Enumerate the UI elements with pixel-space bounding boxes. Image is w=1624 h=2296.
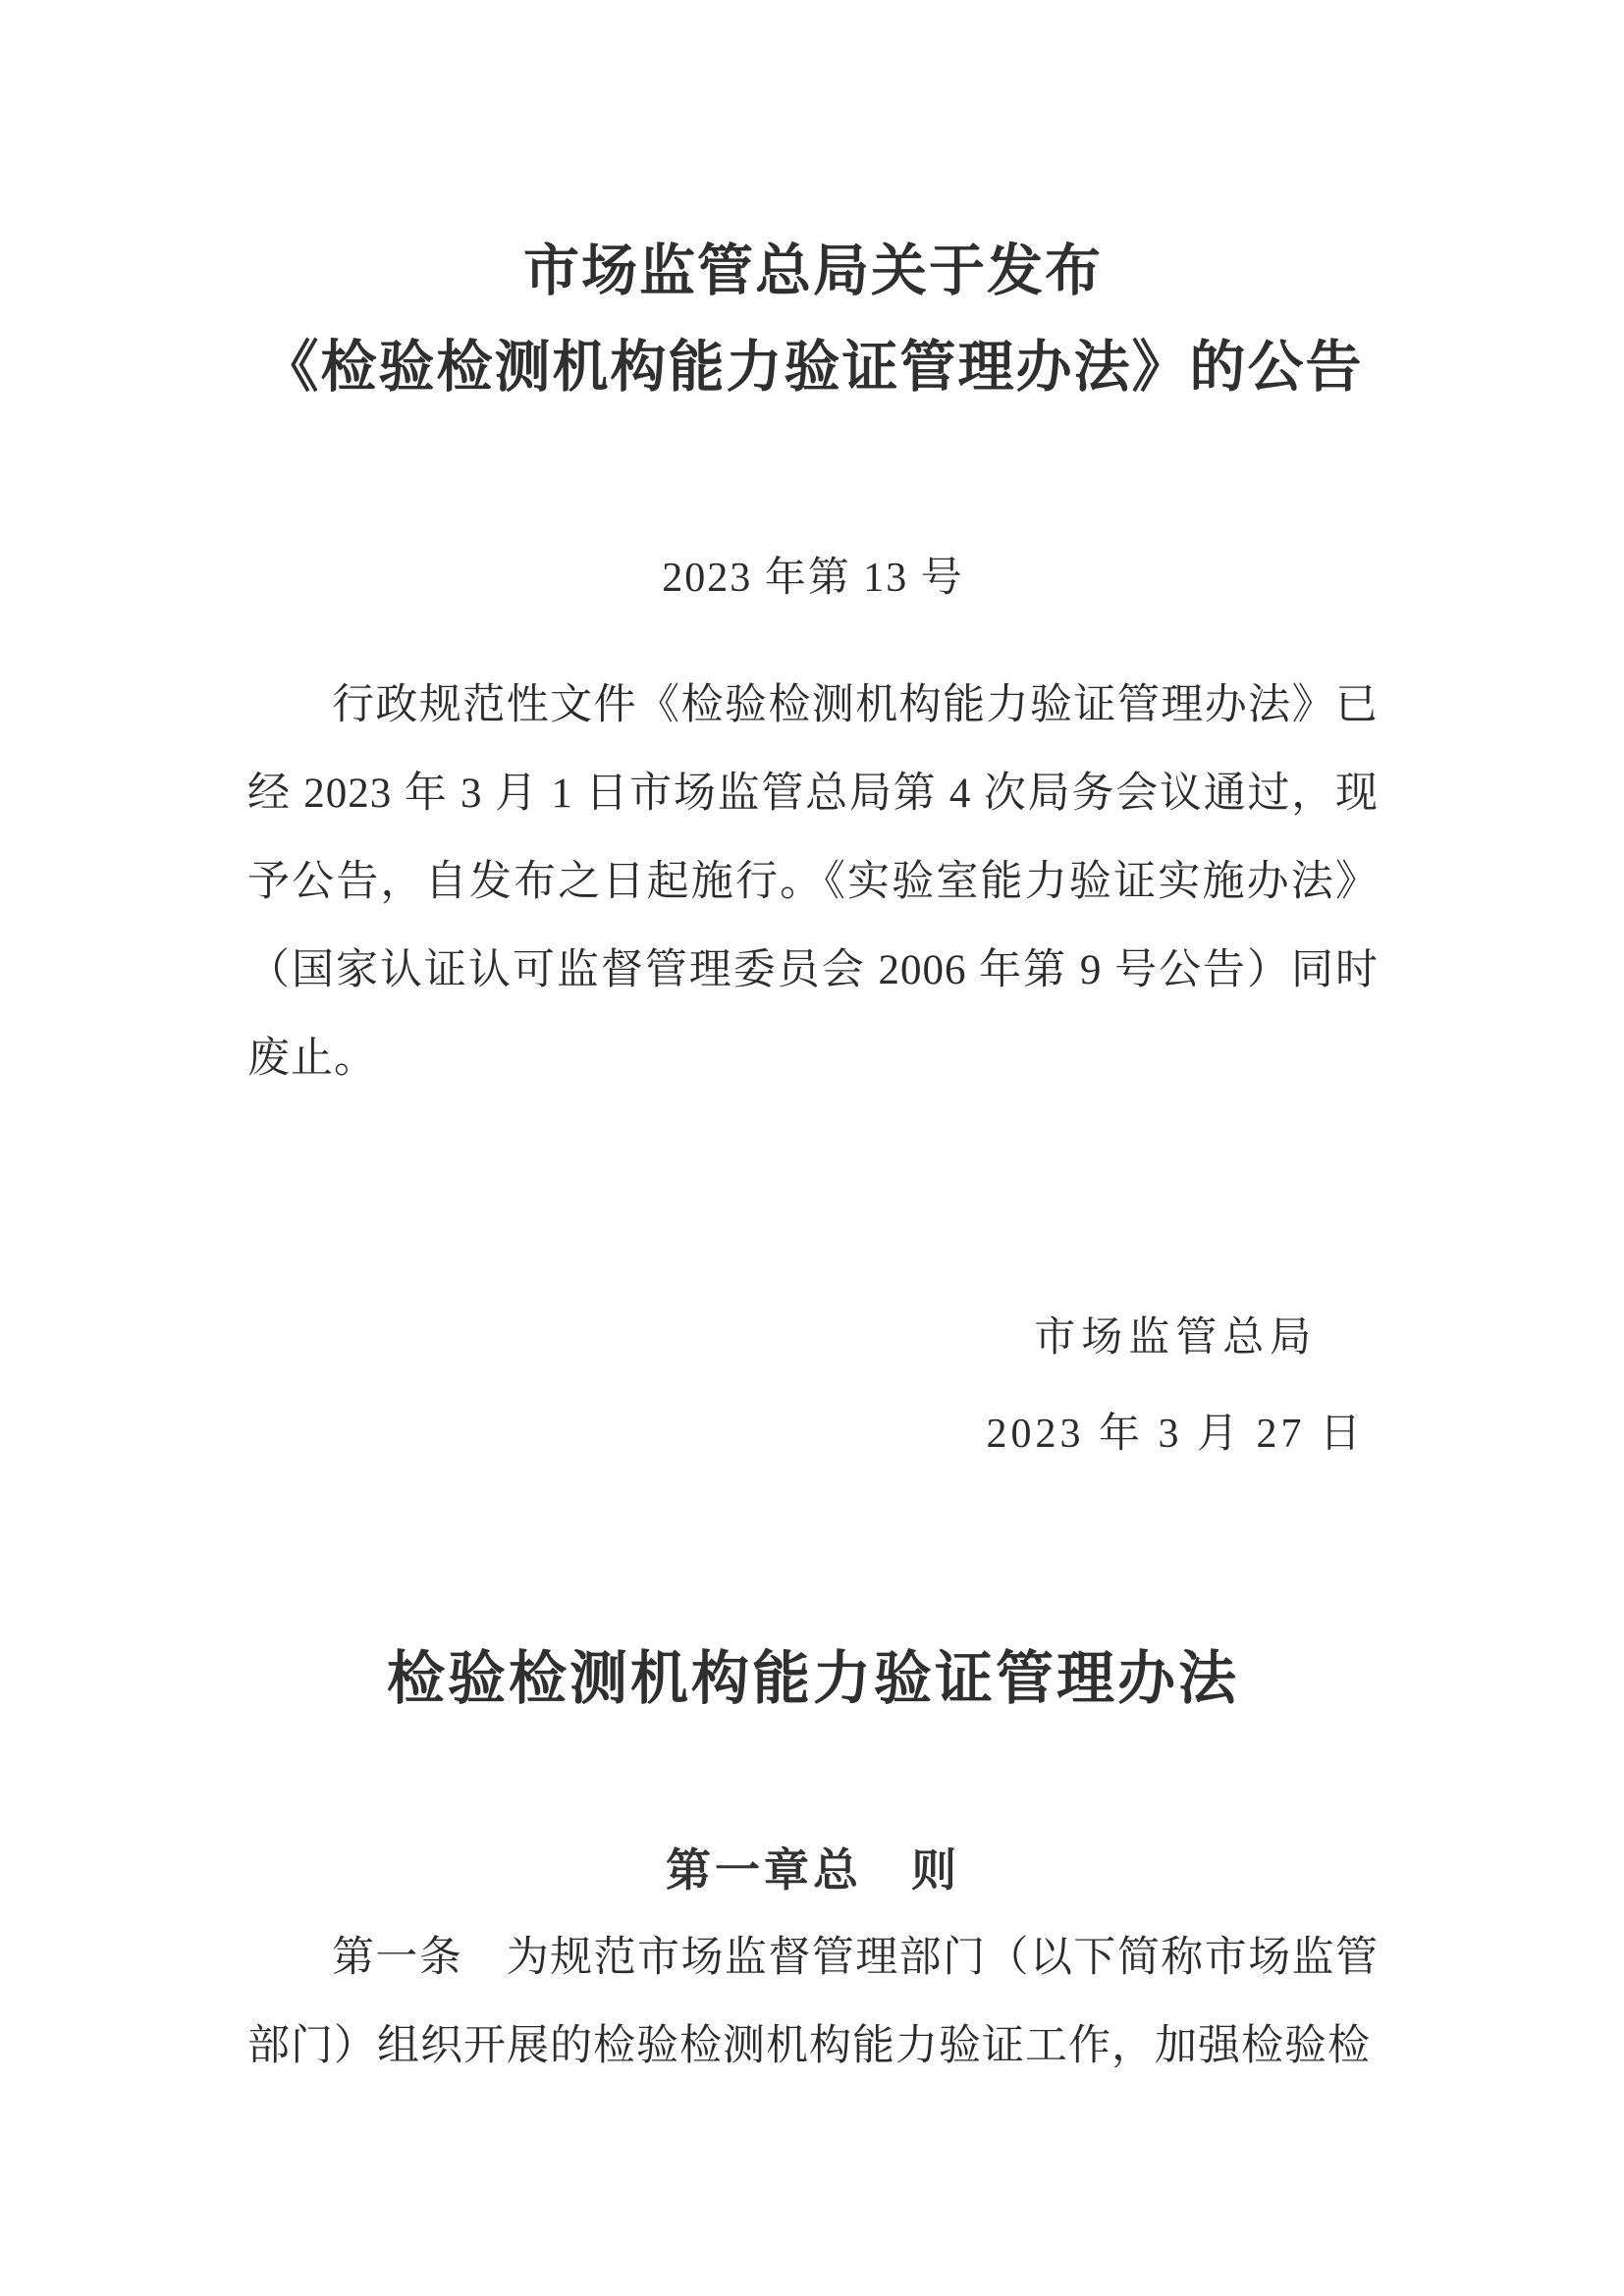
announcement-title (247, 224, 1379, 416)
chapter-1-heading: 第一章总 则 (666, 1844, 960, 1896)
signature-date: 2023 年 3 月 27 日 (986, 1412, 1365, 1457)
doc-number: 2023 年第 13 号 (662, 556, 964, 601)
announcement-title-line2: 《检验检测机构能力验证管理办法》的公告 (262, 337, 1364, 399)
signature-block (986, 1290, 1365, 1482)
regulation-title: 检验检测机构能力验证管理办法 (386, 1646, 1239, 1711)
signature-agency: 市场监管总局 (1034, 1315, 1318, 1361)
article-1-paragraph: 第一条 为规范市场监督管理部门（以下简称市场监管部门）组织开展的检验检测机构能力验证工作，加强检验检 (247, 1935, 1379, 2069)
announcement-body: 行政规范性文件《检验检测机构能力验证管理办法》已经 2023 年 3 月 1 日市场监管总局第 4 次局务会议通过，现予公告，自发布之日起施行。《实验室能力验证实施办法》（国家认证认可监督管理委员会 2006 年第 9 号公告）同时废止。 (247, 682, 1379, 1082)
announcement-title-line1: 市场监管总局关于发布 (523, 240, 1103, 302)
